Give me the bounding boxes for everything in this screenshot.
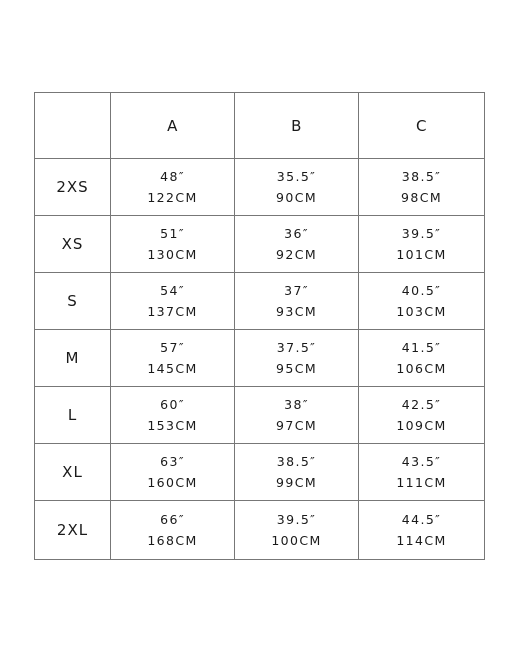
measurement-inches: 44.5″: [401, 512, 442, 527]
measurement-centimeters: 92CM: [275, 247, 318, 262]
header-column-b: B: [235, 93, 359, 159]
measurement-cell: [111, 444, 235, 501]
measurement-centimeters: 93CM: [275, 304, 318, 319]
table-row: [35, 501, 485, 560]
measurement-cell: [235, 330, 359, 387]
size-label-cell: 2XS: [35, 159, 111, 216]
size-label-cell: 2XL: [35, 501, 111, 560]
measurement-centimeters: 137CM: [147, 304, 198, 319]
header-column-c: C: [359, 93, 485, 159]
table-row: [35, 273, 485, 330]
measurement-cell: [359, 273, 485, 330]
table-row: [35, 387, 485, 444]
measurement-centimeters: 95CM: [275, 361, 318, 376]
measurement-cell: [359, 159, 485, 216]
size-label-cell: XS: [35, 216, 111, 273]
measurement-centimeters: 130CM: [147, 247, 198, 262]
measurement-cell: [235, 387, 359, 444]
measurement-inches: 38.5″: [401, 169, 442, 184]
table-row: [35, 159, 485, 216]
measurement-cell: [111, 216, 235, 273]
measurement-cell: [235, 273, 359, 330]
measurement-inches: 35.5″: [276, 169, 317, 184]
measurement-cell: [359, 387, 485, 444]
measurement-inches: 37″: [284, 283, 309, 298]
measurement-inches: 39.5″: [276, 512, 317, 527]
measurement-centimeters: 98CM: [400, 190, 443, 205]
measurement-inches: 57″: [160, 340, 185, 355]
measurement-centimeters: 153CM: [147, 418, 198, 433]
measurement-inches: 40.5″: [401, 283, 442, 298]
table-header-row: [35, 93, 485, 159]
measurement-cell: [111, 330, 235, 387]
measurement-centimeters: 145CM: [147, 361, 198, 376]
measurement-cell: [235, 444, 359, 501]
measurement-cell: [235, 159, 359, 216]
size-chart-table: [34, 92, 485, 560]
measurement-inches: 48″: [160, 169, 185, 184]
measurement-centimeters: 99CM: [275, 475, 318, 490]
measurement-inches: 43.5″: [401, 454, 442, 469]
measurement-cell: [111, 273, 235, 330]
measurement-centimeters: 100CM: [271, 533, 322, 548]
measurement-cell: [111, 159, 235, 216]
measurement-centimeters: 109CM: [396, 418, 447, 433]
measurement-inches: 63″: [160, 454, 185, 469]
size-label-cell: XL: [35, 444, 111, 501]
measurement-centimeters: 90CM: [275, 190, 318, 205]
measurement-centimeters: 101CM: [396, 247, 447, 262]
measurement-centimeters: 114CM: [396, 533, 447, 548]
measurement-cell: [359, 444, 485, 501]
measurement-centimeters: 111CM: [396, 475, 447, 490]
measurement-inches: 38.5″: [276, 454, 317, 469]
measurement-cell: [359, 330, 485, 387]
size-label-cell: S: [35, 273, 111, 330]
header-column-a: A: [111, 93, 235, 159]
measurement-inches: 41.5″: [401, 340, 442, 355]
measurement-cell: [235, 501, 359, 560]
measurement-inches: 36″: [284, 226, 309, 241]
measurement-inches: 42.5″: [401, 397, 442, 412]
header-corner-cell: [35, 93, 111, 159]
measurement-centimeters: 106CM: [396, 361, 447, 376]
measurement-centimeters: 97CM: [275, 418, 318, 433]
size-label-cell: M: [35, 330, 111, 387]
size-label-cell: L: [35, 387, 111, 444]
measurement-inches: 37.5″: [276, 340, 317, 355]
measurement-centimeters: 168CM: [147, 533, 198, 548]
measurement-centimeters: 160CM: [147, 475, 198, 490]
measurement-centimeters: 122CM: [147, 190, 198, 205]
measurement-cell: [359, 216, 485, 273]
measurement-inches: 38″: [284, 397, 309, 412]
measurement-cell: [111, 501, 235, 560]
measurement-cell: [111, 387, 235, 444]
measurement-inches: 66″: [160, 512, 185, 527]
table-row: [35, 216, 485, 273]
measurement-inches: 60″: [160, 397, 185, 412]
measurement-inches: 51″: [160, 226, 185, 241]
table-row: [35, 330, 485, 387]
measurement-inches: 54″: [160, 283, 185, 298]
measurement-centimeters: 103CM: [396, 304, 447, 319]
measurement-inches: 39.5″: [401, 226, 442, 241]
measurement-cell: [235, 216, 359, 273]
measurement-cell: [359, 501, 485, 560]
table-row: [35, 444, 485, 501]
